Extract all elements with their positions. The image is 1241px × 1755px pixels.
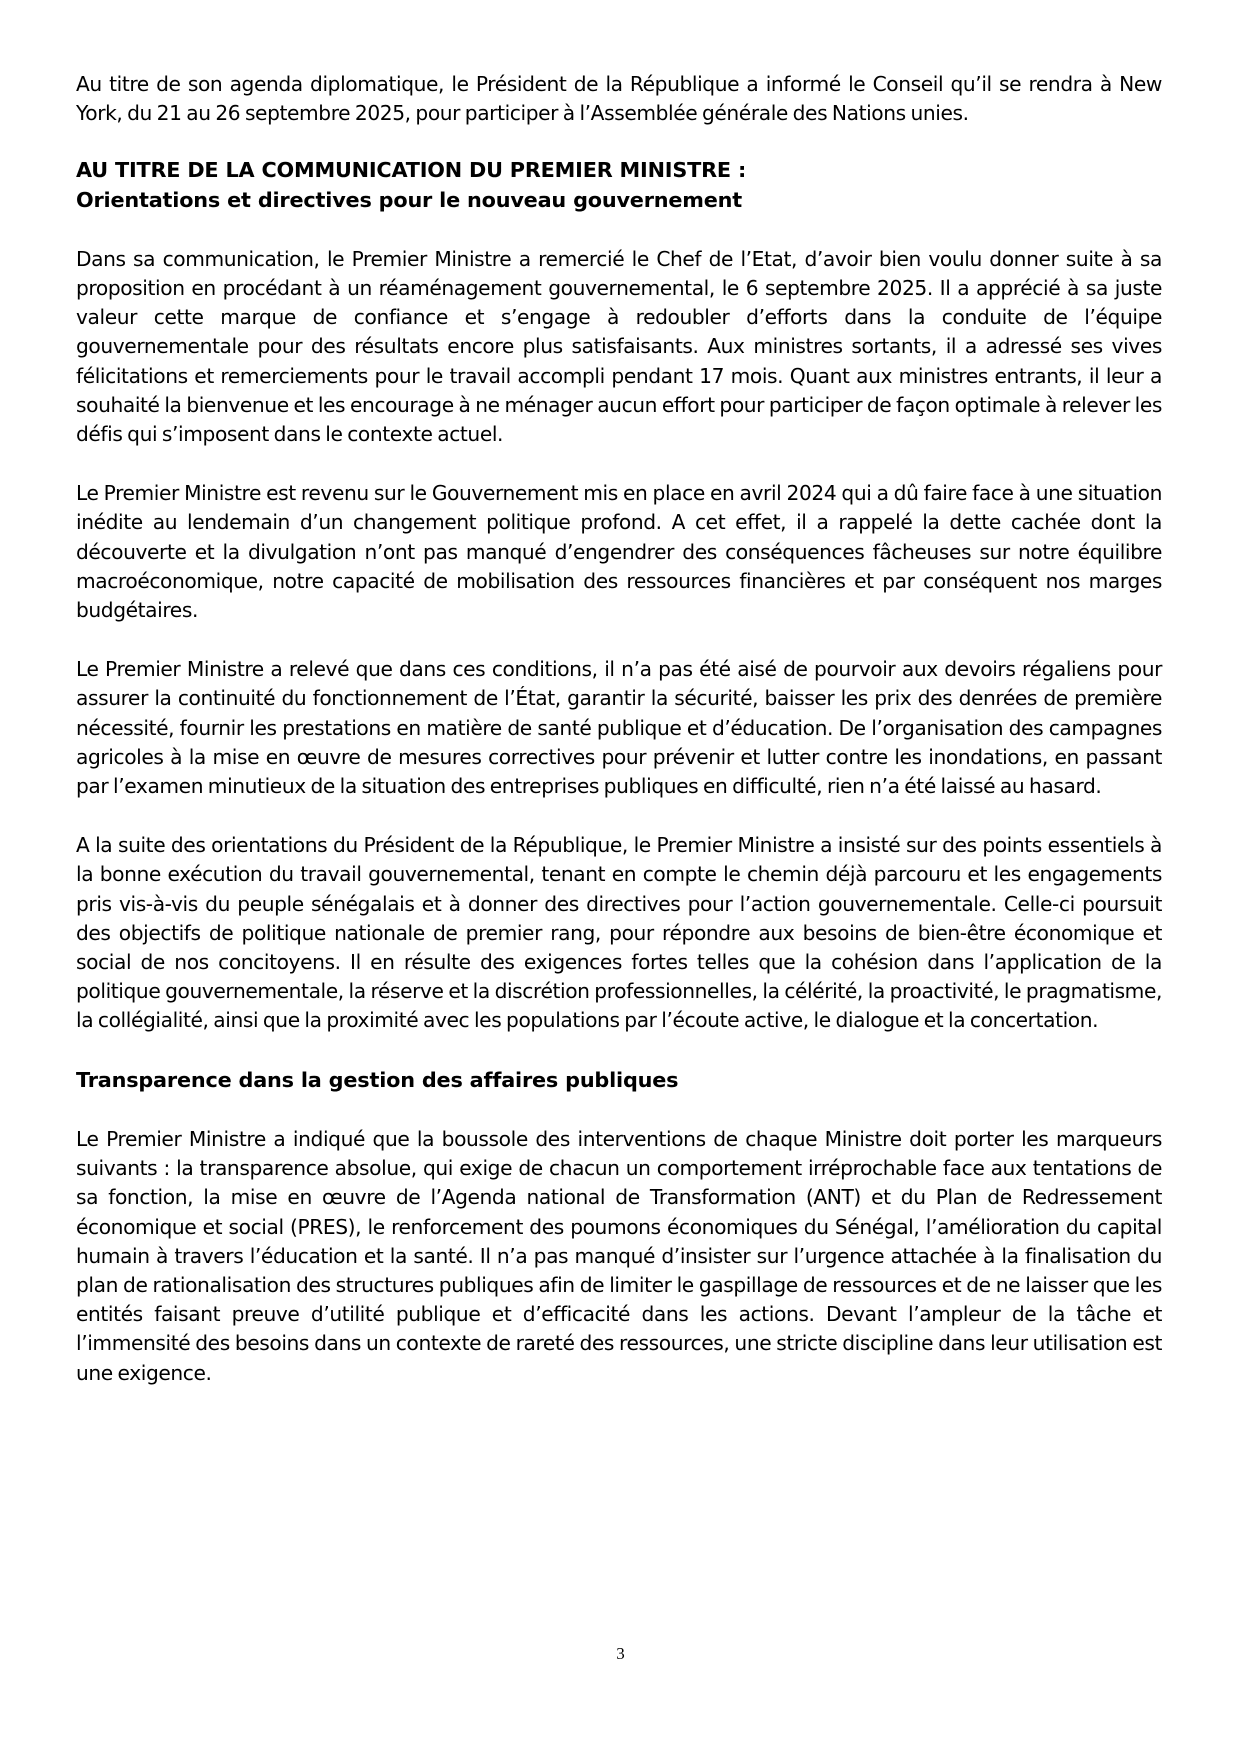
section-subtitle: Orientations et directives pour le nouveau gouvernement — [76, 187, 742, 212]
paragraph-directives: A la suite des orientations du Président de la République, le Premier Ministre a insisté sur des points essentiels à la bonne exécution du travail gouvernemental, tenant en compte le chemin déjà parcouru et les engagements pris vis-à-vis du peuple sénégalais et à donner des directives pour l’action gouvernementale. Celle-ci poursuit des objectifs de politique nationale de premier rang, pour répondre aux besoins de bien-être économique et social de nos concitoyens. Il en résulte des exigences fortes telles que la cohésion dans l’application de la politique gouvernementale, la réserve et la discrétion professionnelles, la célérité, la proactivité, le pragmatisme, la collégialité, ainsi que la proximité avec les populations par l’écoute active, le dialogue et la concertation. — [76, 833, 1162, 1033]
paragraph-reshuffle: Dans sa communication, le Premier Ministre a remercié le Chef de l’Etat, d’avoir bien voulu donner suite à sa proposition en procédant à un réaménagement gouvernemental, le 6 septembre 2025. Il a apprécié à sa juste valeur cette marque de confiance et s’engage à redoubler d’efforts dans la conduite de l’équipe gouvernementale pour des résultats encore plus satisfaisants. Aux ministres sortants, il a adressé ses vives félicitations et remerciements pour le travail accompli pendant 17 mois. Quant aux ministres entrants, il leur a souhaité la bienvenue et les encourage à ne ménager aucun effort pour participer de façon optimale à relever les défis qui s’imposent dans le contexte actuel. — [76, 246, 1162, 447]
intro-paragraph: Au titre de son agenda diplomatique, le Président de la République a informé le Conseil qu’il se rendra à New York, du 21 au 26 septembre 2025, pour participer à l’Assemblée générale des Nations unies. — [76, 72, 1162, 126]
paragraph-regalian-duties: Le Premier Ministre a relevé que dans ces conditions, il n’a pas été aisé de pourvoir aux devoirs régaliens pour assurer la continuité du fonctionnement de l’État, garantir la sécurité, baisser les prix des denrées de première nécessité, fournir les prestations en matière de santé publique et d’éducation. De l’organisation des campagnes agricoles à la mise en œuvre de mesures correctives pour prévenir et lutter contre les inondations, en passant par l’examen minutieux de la situation des entreprises publiques en difficulté, rien n’a été laissé au hasard. — [76, 657, 1162, 799]
page-number: 3 — [616, 1644, 625, 1663]
transparency-heading: Transparence dans la gestion des affaires publiques — [76, 1067, 679, 1092]
paragraph-transparency: Le Premier Ministre a indiqué que la boussole des interventions de chaque Ministre doit porter les marqueurs suivants : la transparence absolue, qui exige de chacun un comportement irréprochable face aux tentations de sa fonction, la mise en œuvre de l’Agenda national de Transformation (ANT) et du Plan de Redressement économique et social (PRES), le renforcement des poumons économiques du Sénégal, l’amélioration du capital humain à travers l’éducation et la santé. Il n’a pas manqué d’insister sur l’urgence attachée à la finalisation du plan de rationalisation des structures publiques afin de limiter le gaspillage de ressources et de ne laisser que les entités faisant preuve d’utilité publique et d’efficacité dans les actions. Devant l’ampleur de la tâche et l’immensité des besoins dans un contexte de rareté des ressources, une stricte discipline dans leur utilisation est une exigence. — [76, 1126, 1162, 1385]
paragraph-government-2024: Le Premier Ministre est revenu sur le Gouvernement mis en place en avril 2024 qui a dû faire face à une situation inédite au lendemain d’un changement politique profond. A cet effet, il a rappelé la dette cachée dont la découverte et la divulgation n’ont pas manqué d’engendrer des conséquences fâcheuses sur notre équilibre macroéconomique, notre capacité de mobilisation des ressources financières et par conséquent nos marges budgétaires. — [76, 481, 1162, 623]
page-content — [76, 70, 1162, 1388]
section-title: AU TITRE DE LA COMMUNICATION DU PREMIER MINISTRE : — [76, 158, 747, 183]
